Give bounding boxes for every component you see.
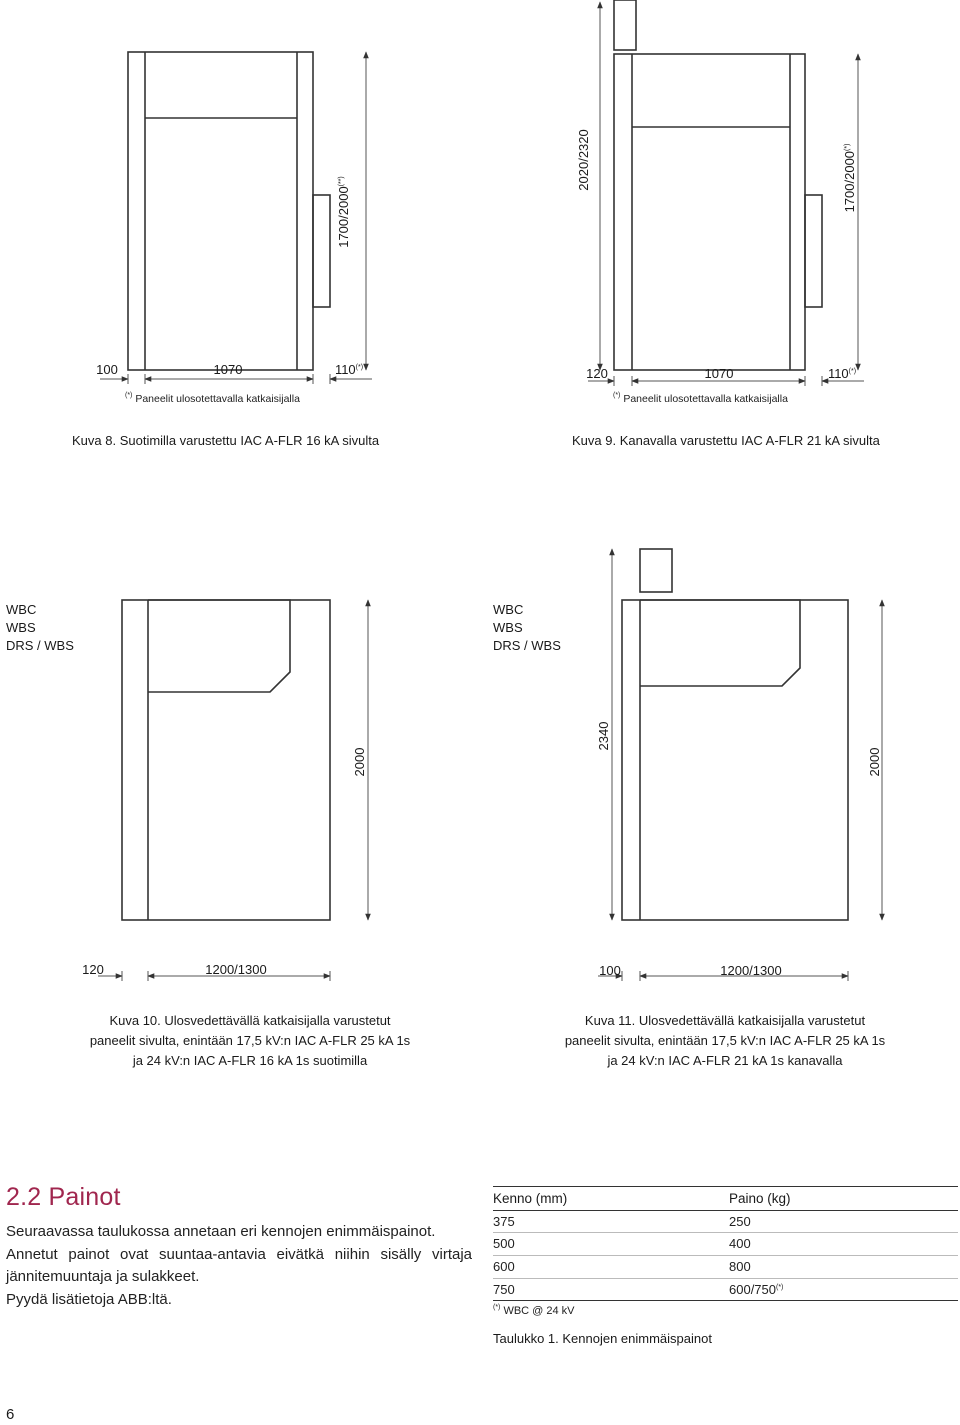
page-number: 6: [6, 1406, 15, 1423]
figure-10-dim-1: 120: [82, 962, 104, 977]
figure-11-label-drs-wbs: DRS / WBS: [493, 638, 561, 653]
table-cell-paino: 250: [729, 1214, 751, 1229]
figure-10-label-drs-wbs: DRS / WBS: [6, 638, 74, 653]
figure-10-drawing: [122, 600, 330, 920]
figure-9-caption: Kuva 9. Kanavalla varustettu IAC A-FLR 21 kA sivulta: [572, 433, 880, 448]
table-cell-paino: 600/750(*): [729, 1282, 784, 1297]
figure-9-dim-1: 120: [586, 366, 608, 381]
figure-10-panel-labels: [6, 601, 74, 655]
figure-11-height-label-tall: 2340: [596, 721, 611, 751]
figure-10-label-wbc: WBC: [6, 602, 37, 617]
figure-11-caption: Kuva 11. Ulosvedettävällä katkaisijalla varustetut paneelit sivulta, enintään 17,5 kV:n IAC A-FLR 25 kA 1s ja 24 kV:n IAC A-FLR 21 kA 1s kanavalla: [564, 1013, 886, 1068]
figure-11-dim-2: 1200/1300: [720, 963, 782, 978]
figure-9-height-label: 1700/2000(*): [842, 143, 857, 213]
table-cell-kenno: 600: [493, 1259, 515, 1274]
figure-9-dim-2: 1070: [704, 366, 734, 381]
figure-11-label-wbc: WBC: [493, 602, 524, 617]
figure-10-dimension-lines: [98, 600, 368, 981]
figure-10-height-label: 2000: [352, 747, 367, 777]
figure-9-dim-3: 110(*): [827, 366, 857, 381]
table-header-paino: Paino (kg): [729, 1191, 791, 1206]
figure-9-note: (*) Paneelit ulosotettavalla katkaisijalla: [613, 392, 788, 405]
figure-8-note: (*) Paneelit ulosotettavalla katkaisijalla: [125, 392, 300, 405]
table-cell-paino: 800: [729, 1259, 751, 1274]
section-title: 2.2 Painot: [6, 1183, 121, 1211]
section-paragraph-2: Annetut painot ovat suuntaa-antavia eivätkä niihin sisälly virtaja jännitemuuntaja ja sulakkeet.: [6, 1245, 472, 1285]
figure-9-drawing: [614, 0, 822, 370]
section-paragraph-3: Pyydä lisätietoja ABB:ltä.: [6, 1290, 172, 1308]
figure-11-label-wbs: WBS: [493, 620, 523, 635]
table-cell-kenno: 750: [493, 1282, 515, 1297]
figure-8-dim-3: 110(*): [334, 362, 364, 377]
figure-9-dimension-lines: [588, 2, 864, 386]
figure-8-caption: Kuva 8. Suotimilla varustettu IAC A-FLR 16 kA sivulta: [72, 433, 380, 448]
figure-8-dim-1: 100: [96, 362, 118, 377]
figure-8-dimension-lines: [100, 52, 372, 384]
figure-10-label-wbs: WBS: [6, 620, 36, 635]
table-cell-paino: 400: [729, 1236, 751, 1251]
table-footnote: (*) WBC @ 24 kV: [493, 1304, 575, 1317]
section-body: [6, 1221, 472, 1311]
table-header-kenno: Kenno (mm): [493, 1191, 568, 1206]
table-cell-kenno: 500: [493, 1236, 515, 1251]
figure-11-drawing: [622, 549, 848, 920]
figure-11-panel-labels: [493, 601, 561, 655]
figure-11-dim-1: 100: [599, 963, 621, 978]
figure-8-dim-2: 1070: [213, 362, 243, 377]
figure-11-height-label: 2000: [867, 747, 882, 777]
table-caption: Taulukko 1. Kennojen enimmäispainot: [493, 1331, 712, 1346]
section-paragraph-1: Seuraavassa taulukossa annetaan eri kennojen enimmäispainot.: [6, 1223, 436, 1240]
figure-8-drawing: [128, 52, 330, 370]
figure-8-height-label: 1700/2000(**): [336, 176, 351, 248]
figure-10-caption: Kuva 10. Ulosvedettävällä katkaisijalla varustetut paneelit sivulta, enintään 17,5 kV:n IAC A-FLR 25 kA 1s ja 24 kV:n IAC A-FLR 16 kA 1s suotimilla: [89, 1013, 411, 1068]
table-cell-kenno: 375: [493, 1214, 515, 1229]
figure-10-dim-2: 1200/1300: [205, 962, 267, 977]
figure-9-height-label-tall: 2020/2320: [576, 129, 591, 191]
